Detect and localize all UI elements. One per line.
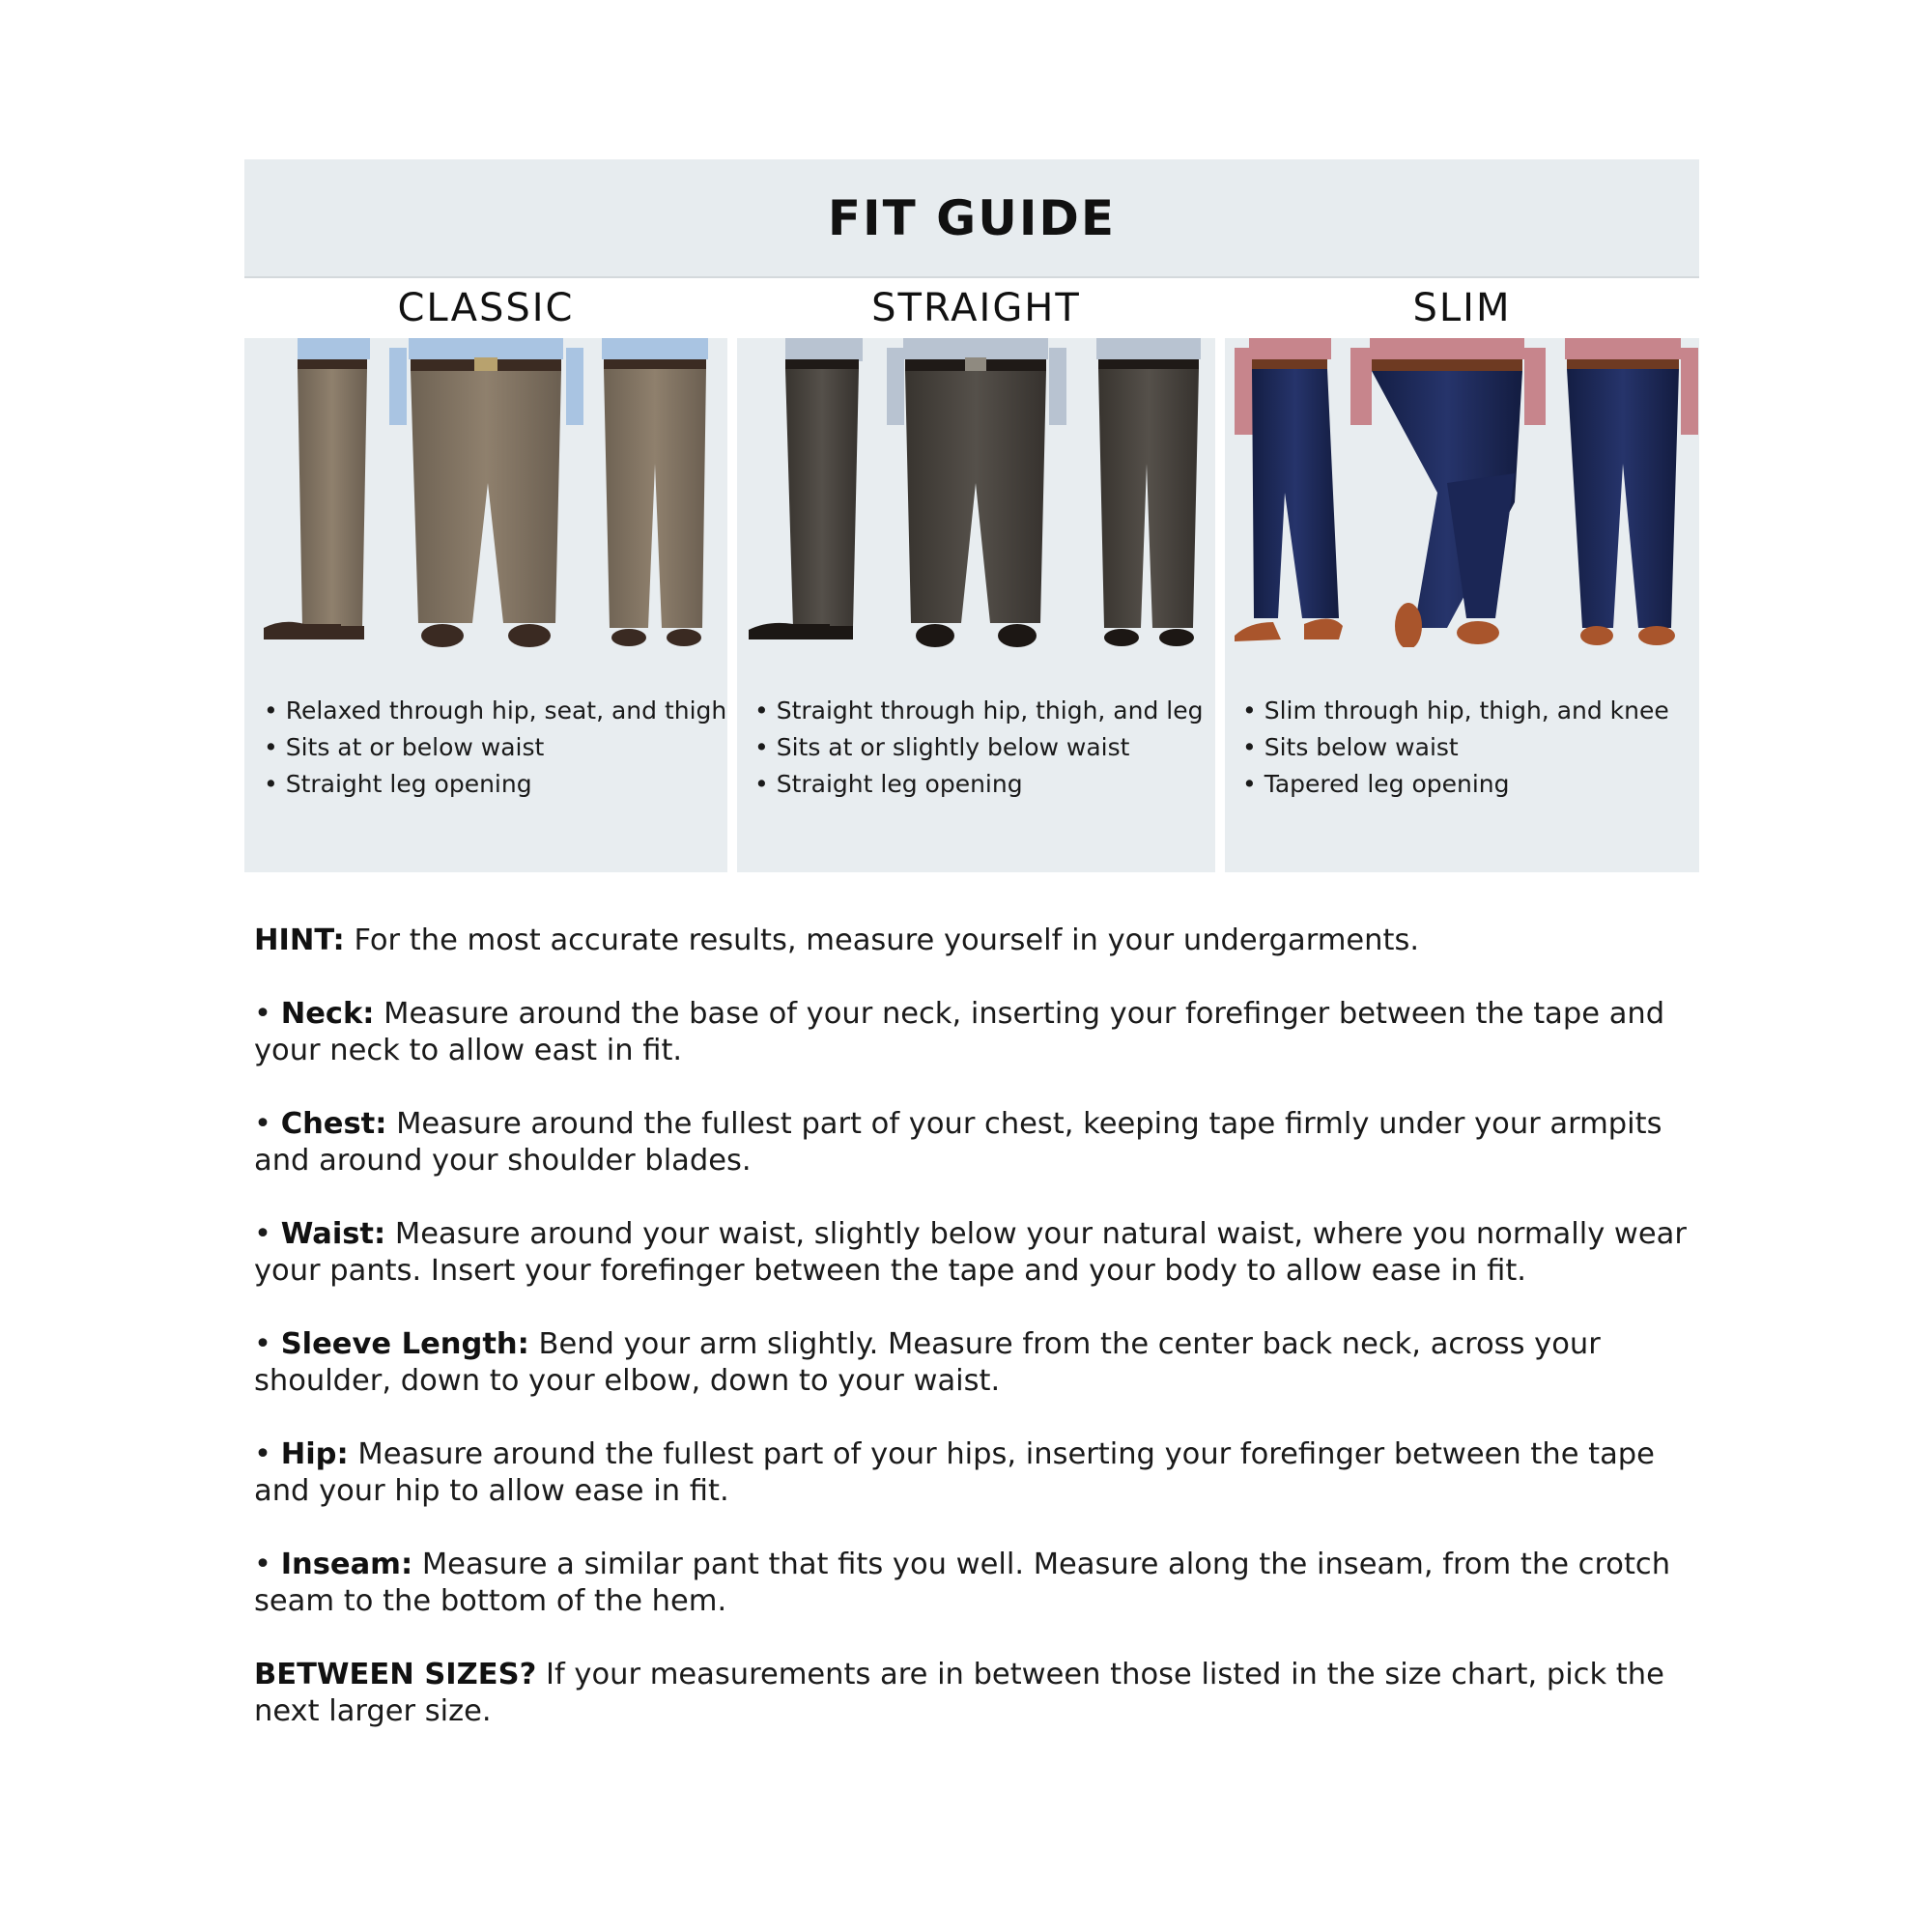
classic-fit-bullets — [264, 693, 726, 803]
fit-column-straight — [737, 278, 1215, 872]
instruction-label: Hip: — [280, 1437, 349, 1471]
measuring-instructions — [254, 923, 1703, 1767]
instruction-text: Measure around the fullest part of your chest, keeping tape firmly under your armpits and around your shoulder blades. — [254, 1107, 1662, 1178]
column-divider — [727, 278, 737, 872]
classic-bullet: • Straight leg opening — [264, 766, 726, 803]
straight-fit-photo — [737, 338, 1215, 647]
sleeve-length-instruction: • Sleeve Length: Bend your arm slightly. Measure from the center back neck, across your shoulder, down to your elbow, down to your waist. — [254, 1327, 1601, 1398]
straight-bullet: • Straight through hip, thigh, and leg — [754, 693, 1204, 729]
between-sizes-label: BETWEEN SIZES? — [254, 1658, 537, 1691]
classic-fit-photo — [244, 338, 727, 647]
instruction-label: Neck: — [280, 997, 375, 1031]
straight-bullet: • Straight leg opening — [754, 766, 1204, 803]
instruction-text: Measure around your waist, slightly below your natural waist, where you normally wear your pants. Insert your forefinger between the tape and your body to allow ease in fit. — [254, 1217, 1687, 1288]
slim-fit-photo — [1225, 338, 1699, 647]
chest-instruction: • Chest: Measure around the fullest part of your chest, keeping tape firmly under your armpits and around your shoulder blades. — [254, 1107, 1662, 1178]
classic-pants-illustration — [244, 338, 727, 647]
between-sizes-text: If your measurements are in between those listed in the size chart, pick the next larger size. — [254, 1658, 1664, 1728]
fit-name-classic: CLASSIC — [244, 278, 727, 338]
fit-column-slim — [1225, 278, 1699, 872]
instruction-label: Sleeve Length: — [280, 1327, 529, 1361]
classic-bullet: • Relaxed through hip, seat, and thigh — [264, 693, 726, 729]
neck-instruction: • Neck: Measure around the base of your neck, inserting your forefinger between the tape and your neck to allow east in fit. — [254, 997, 1665, 1067]
slim-bullet: • Sits below waist — [1242, 729, 1669, 766]
fit-guide-panel — [244, 159, 1699, 872]
hint-paragraph — [254, 923, 1703, 959]
straight-bullet: • Sits at or slightly below waist — [754, 729, 1204, 766]
column-divider — [1215, 278, 1225, 872]
straight-fit-bullets — [754, 693, 1204, 803]
hint-label: HINT: — [254, 923, 345, 957]
fit-name-straight: STRAIGHT — [737, 278, 1215, 338]
slim-bullet: • Slim through hip, thigh, and knee — [1242, 693, 1669, 729]
inseam-instruction: • Inseam: Measure a similar pant that fits you well. Measure along the inseam, from the crotch seam to the bottom of the hem. — [254, 1548, 1671, 1618]
instruction-text: Measure around the fullest part of your hips, inserting your forefinger between the tape and your hip to allow ease in fit. — [254, 1437, 1655, 1508]
fit-column-classic — [244, 278, 727, 872]
between-sizes-paragraph — [254, 1657, 1703, 1730]
classic-bullet: • Sits at or below waist — [264, 729, 726, 766]
instruction-text: Measure around the base of your neck, inserting your forefinger between the tape and your neck to allow east in fit. — [254, 997, 1665, 1067]
hint-text: For the most accurate results, measure yourself in your undergarments. — [354, 923, 1420, 957]
instruction-label: Chest: — [280, 1107, 387, 1141]
slim-pants-illustration — [1225, 338, 1699, 647]
fit-guide-title: FIT GUIDE — [827, 189, 1117, 246]
fit-name-slim: SLIM — [1225, 278, 1699, 338]
waist-instruction: • Waist: Measure around your waist, slightly below your natural waist, where you normally wear your pants. Insert your forefinger between the tape and your body to allow ease in fit. — [254, 1217, 1687, 1288]
slim-bullet: • Tapered leg opening — [1242, 766, 1669, 803]
instruction-text: Measure a similar pant that fits you well. Measure along the inseam, from the crotch seam to the bottom of the hem. — [254, 1548, 1671, 1618]
instruction-label: Inseam: — [280, 1548, 413, 1581]
straight-pants-illustration — [737, 338, 1215, 647]
hip-instruction: • Hip: Measure around the fullest part of your hips, inserting your forefinger between the tape and your hip to allow ease in fit. — [254, 1437, 1655, 1508]
slim-fit-bullets — [1242, 693, 1669, 803]
instruction-text: Bend your arm slightly. Measure from the center back neck, across your shoulder, down to your elbow, down to your waist. — [254, 1327, 1601, 1398]
instruction-label: Waist: — [280, 1217, 386, 1251]
